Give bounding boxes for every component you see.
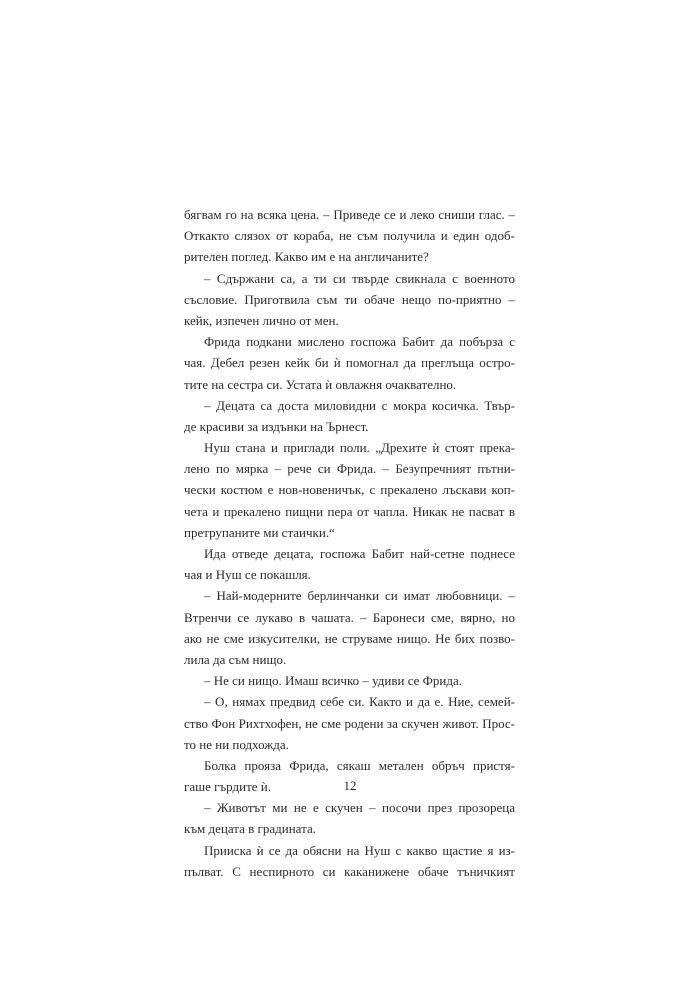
text-line: – Животът ми не е скучен – посочи през прозореца <box>204 800 515 816</box>
text-line: Втренчи се лукаво в чашата. – Баронеси сме, вярно, но <box>184 609 515 625</box>
text-line: към децата в градината. <box>184 821 316 837</box>
text-line: – Не си нищо. Имаш всичко – удиви се Фрида. <box>204 673 463 689</box>
text-line: бягвам го на всяка цена. – Приведе се и леко сниши глас. – <box>184 207 515 222</box>
text-line: съсловие. Приготвила съм ти обаче нещо по-приятно – <box>184 291 515 307</box>
text-line: ако не сме изкусителки, не струваме нищо. Не бих позво- <box>184 630 515 646</box>
text-line: пълват. С неспирното си каканижене обаче тъничкият <box>184 863 515 879</box>
text-line: Прииска ѝ се да обясни на Нуш с какво щастие я из- <box>204 842 515 858</box>
text-line: то не ни подхожда. <box>184 736 289 752</box>
page-number: 12 <box>343 778 357 793</box>
text-line: – Най-модерните берлинчанки си имат любовници. – <box>204 588 515 604</box>
text-line: гаше гърдите ѝ. <box>184 779 271 795</box>
text-line: чески костюм е нов-новеничък, с прекалено лъскави коп- <box>184 482 515 498</box>
text-line: Фрида подкани мислено госпожа Бабит да побърза с <box>204 334 515 350</box>
text-line: лила да съм нищо. <box>184 651 287 667</box>
text-line: кейк, изпечен лично от мен. <box>184 312 339 328</box>
text-line: Откакто слязох от кораба, не съм получила и един одоб- <box>184 228 515 244</box>
text-line: чета и прекалено пищни пера от чапла. Никак не пасват в <box>184 503 515 519</box>
text-line: рителен поглед. Какво им е на англичаните? <box>184 249 429 265</box>
text-line: чая. Дебел резен кейк би ѝ помогнал да преглъща остро- <box>184 355 515 371</box>
text-line: Болка прояза Фрида, сякаш метален обръч пристя- <box>204 757 515 773</box>
text-line: Ида отведе децата, госпожа Бабит най-сетне поднесе <box>204 546 515 561</box>
text-line: чая и Нуш се покашля. <box>184 567 311 583</box>
text-line: де красиви за издънки на Ърнест. <box>184 418 369 434</box>
text-line: – Сдържани са, а ти си твърде свикнала с военното <box>204 270 515 286</box>
text-line: лено по мярка – рече си Фрида. – Безупречният пътни- <box>184 461 515 477</box>
text-line: ство Фон Рихтхофен, не сме родени за скучен живот. Прос- <box>184 715 515 731</box>
text-line: Нуш стана и приглади поли. „Дрехите ѝ стоят прека- <box>204 440 515 456</box>
text-line: – О, нямах предвид себе си. Както и да е. Ние, семей- <box>204 694 515 710</box>
text-line: тите на сестра си. Устата ѝ овлажня очаквателно. <box>184 376 457 392</box>
text-line: – Децата са доста миловидни с мокра косичка. Твър- <box>204 397 515 413</box>
text-line: претрупаните ми стаички.“ <box>184 524 335 540</box>
